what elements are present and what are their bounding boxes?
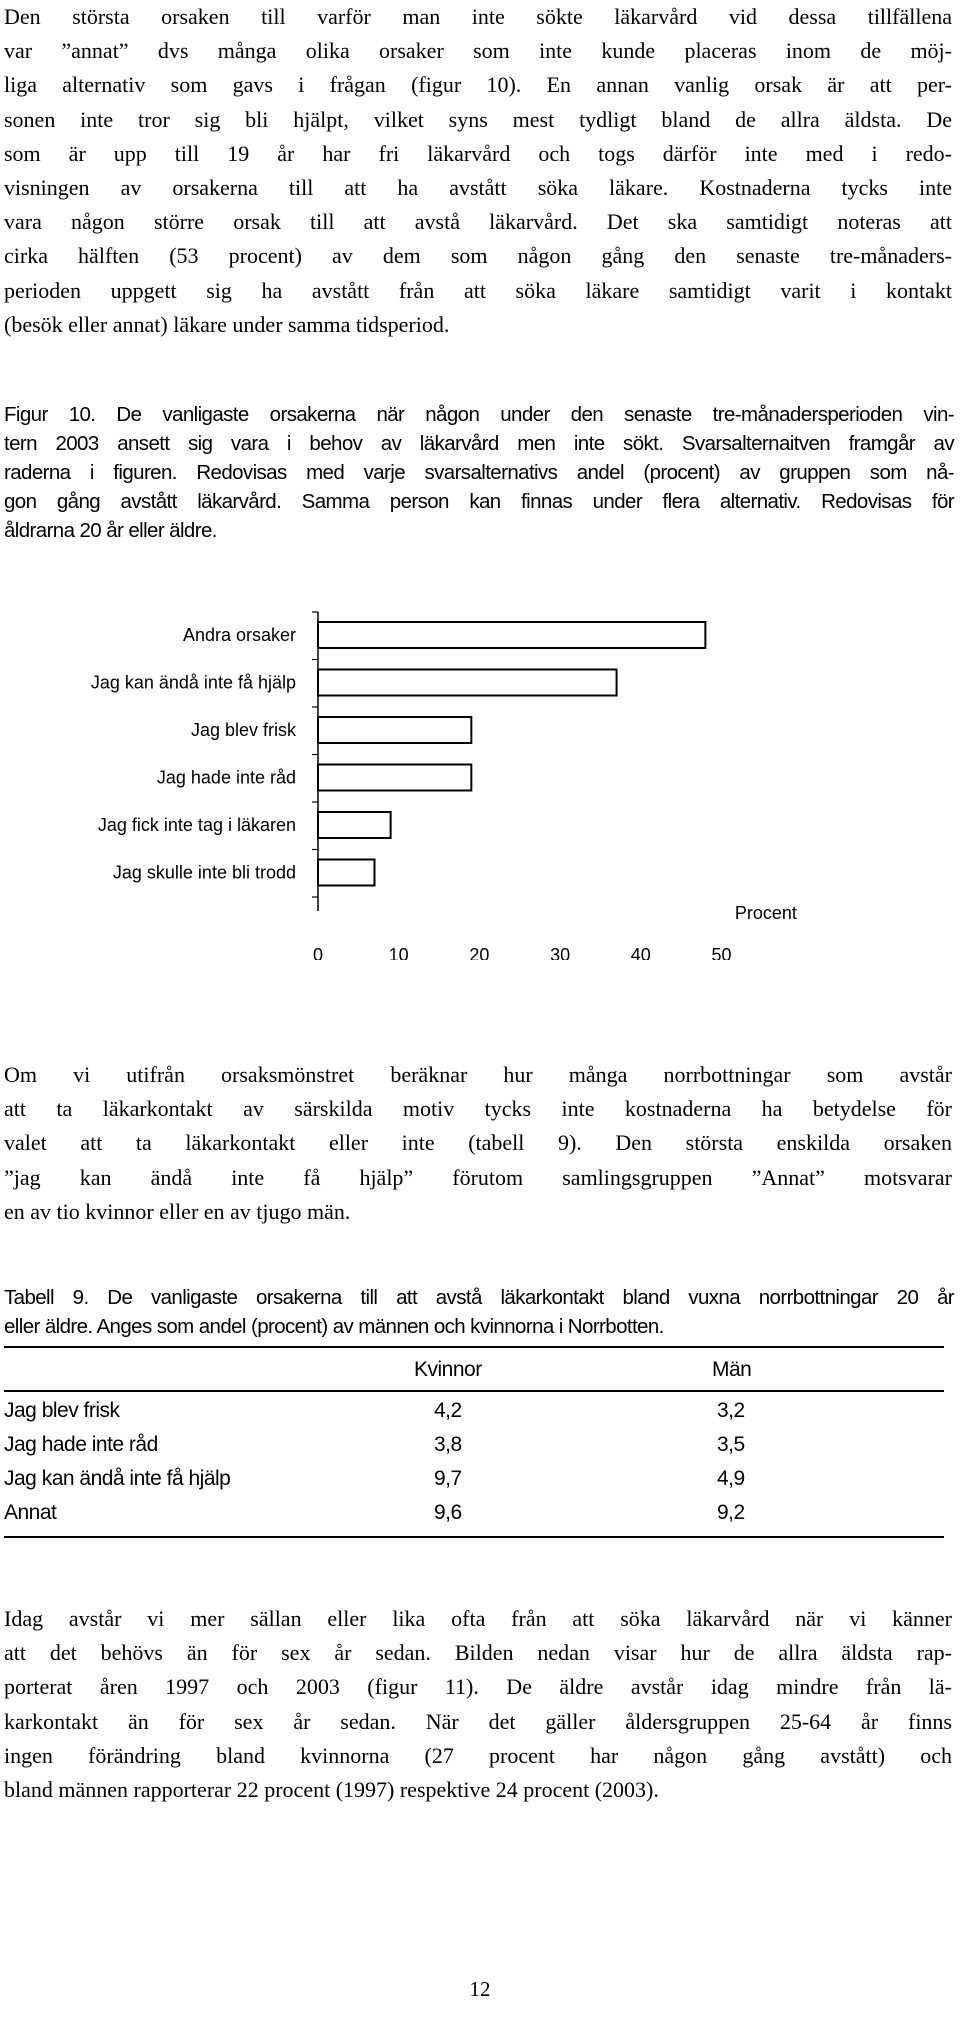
text-line: en av tio kvinnor eller en av tjugo män. (4, 1198, 351, 1224)
x-tick-label: 0 (312, 945, 324, 960)
text-line: liga alternativ som gavs i frågan (figur 10). En annan vanlig orsak är att per- (4, 72, 952, 98)
text-line: var ”annat” dvs många olika orsaker som inte kunde placeras inom de möj- (4, 38, 952, 64)
table-cell-man: 4,9 (717, 1467, 745, 1490)
bar (318, 670, 617, 696)
bar (318, 860, 374, 886)
table-caption (4, 1283, 954, 1341)
caption-line: raderna i figuren. Redovisas med varje svarsalternativs andel (procent) av gruppen som nå- (4, 461, 954, 484)
x-tick-label: 20 (469, 945, 490, 960)
table-row-label: Jag kan ändå inte få hjälp (4, 1467, 231, 1490)
body-paragraph-2 (4, 1058, 952, 1229)
column-header-man: Män (712, 1358, 752, 1381)
table-top-rule (4, 1346, 944, 1348)
x-tick-label: 30 (550, 945, 571, 960)
table-row-label: Jag hade inte råd (4, 1433, 158, 1456)
table-cell-kvinnor: 3,8 (434, 1433, 462, 1456)
category-label: Jag hade inte råd (156, 767, 296, 788)
x-tick-label: 40 (630, 945, 651, 960)
body-paragraph-3 (4, 1602, 952, 1807)
category-label: Jag kan ändå inte få hjälp (90, 672, 296, 693)
page-number: 12 (469, 1977, 491, 2001)
category-label: Jag fick inte tag i läkaren (97, 815, 296, 835)
text-line: Idag avstår vi mer sällan eller lika ofta från att söka läkarvård när vi känner (4, 1606, 952, 1631)
bar-chart (0, 600, 960, 960)
table-cell-man: 9,2 (717, 1501, 745, 1524)
category-label: Andra orsaker (182, 625, 296, 645)
text-line: att ta läkarkontakt av särskilda motiv tycks inte kostnaderna ha betydelse för (4, 1096, 952, 1122)
caption-line: gon gång avstått läkarvård. Samma person kan finnas under flera alternativ. Redovisas för (4, 490, 954, 513)
table-cell-man: 3,2 (717, 1399, 745, 1422)
text-line: perioden uppgett sig ha avstått från att söka läkare samtidigt varit i kontakt (4, 277, 952, 303)
text-line: visningen av orsakerna till att ha avstått söka läkare. Kostnaderna tycks inte (4, 175, 952, 201)
text-line: Om vi utifrån orsaksmönstret beräknar hur många norrbottningar som avstår (4, 1062, 952, 1087)
table-cell-kvinnor: 4,2 (434, 1399, 462, 1422)
text-line: vara någon större orsak till att avstå läkarvård. Det ska samtidigt noteras att (4, 209, 952, 235)
text-line: som är upp till 19 år har fri läkarvård och togs därför inte med i redo- (4, 140, 952, 166)
text-line: ”jag kan ändå inte få hjälp” förutom samlingsgruppen ”Annat” motsvarar (4, 1164, 952, 1190)
x-tick-label: 10 (388, 945, 409, 960)
bar (318, 717, 471, 743)
body-paragraph-1 (4, 0, 952, 342)
text-line: ingen förändring bland kvinnorna (27 procent har någon gång avstått) och (4, 1742, 952, 1768)
text-line: karkontakt än för sex år sedan. När det gäller åldersgruppen 25-64 år finns (4, 1708, 952, 1734)
x-tick-label: 50 (711, 945, 732, 960)
column-header-kvinnor: Kvinnor (414, 1358, 482, 1381)
text-line: porterat åren 1997 och 2003 (figur 11). De äldre avstår idag mindre från lä- (4, 1674, 952, 1700)
text-line: att det behövs än för sex år sedan. Bilden nedan visar hur de allra äldsta rap- (4, 1640, 952, 1666)
table-cell-man: 3,5 (717, 1433, 745, 1456)
table-cell-kvinnor: 9,7 (434, 1467, 462, 1490)
figure-caption (4, 400, 954, 545)
x-axis-label: Procent (734, 903, 797, 923)
text-line: valet att ta läkarkontakt eller inte (tabell 9). Den största enskilda orsaken (4, 1130, 952, 1156)
table-bottom-rule (4, 1536, 944, 1538)
text-line: cirka hälften (53 procent) av dem som någon gång den senaste tre-månaders- (4, 243, 952, 269)
caption-line: Figur 10. De vanligaste orsakerna när någon under den senaste tre-månadersperioden vin- (4, 403, 954, 426)
table-cell-kvinnor: 9,6 (434, 1501, 462, 1524)
table-row-label: Annat (4, 1501, 57, 1524)
caption-line: eller äldre. Anges som andel (procent) av männen och kvinnorna i Norrbotten. (4, 1315, 664, 1338)
text-line: Den största orsaken till varför man inte sökte läkarvård vid dessa tillfällena (4, 4, 952, 29)
caption-line: tern 2003 ansett sig vara i behov av läkarvård men inte sökt. Svarsalternaitven framgår av (4, 432, 954, 455)
bar (318, 812, 391, 838)
text-line: bland männen rapporterar 22 procent (1997) respektive 24 procent (2003). (4, 1777, 659, 1803)
caption-line: Tabell 9. De vanligaste orsakerna till att avstå läkarkontakt bland vuxna norrbottningar 20 år (4, 1286, 954, 1309)
category-label: Jag skulle inte bli trodd (112, 862, 296, 883)
table-header-rule (4, 1390, 944, 1392)
text-line: (besök eller annat) läkare under samma tidsperiod. (4, 311, 450, 337)
bar (318, 765, 471, 791)
text-line: sonen inte tror sig bli hjälpt, vilket syns mest tydligt bland de allra äldsta. De (4, 106, 952, 132)
bar (318, 622, 705, 648)
caption-line: åldrarna 20 år eller äldre. (4, 519, 217, 542)
category-label: Jag blev frisk (190, 720, 296, 740)
table-row-label: Jag blev frisk (4, 1399, 120, 1422)
